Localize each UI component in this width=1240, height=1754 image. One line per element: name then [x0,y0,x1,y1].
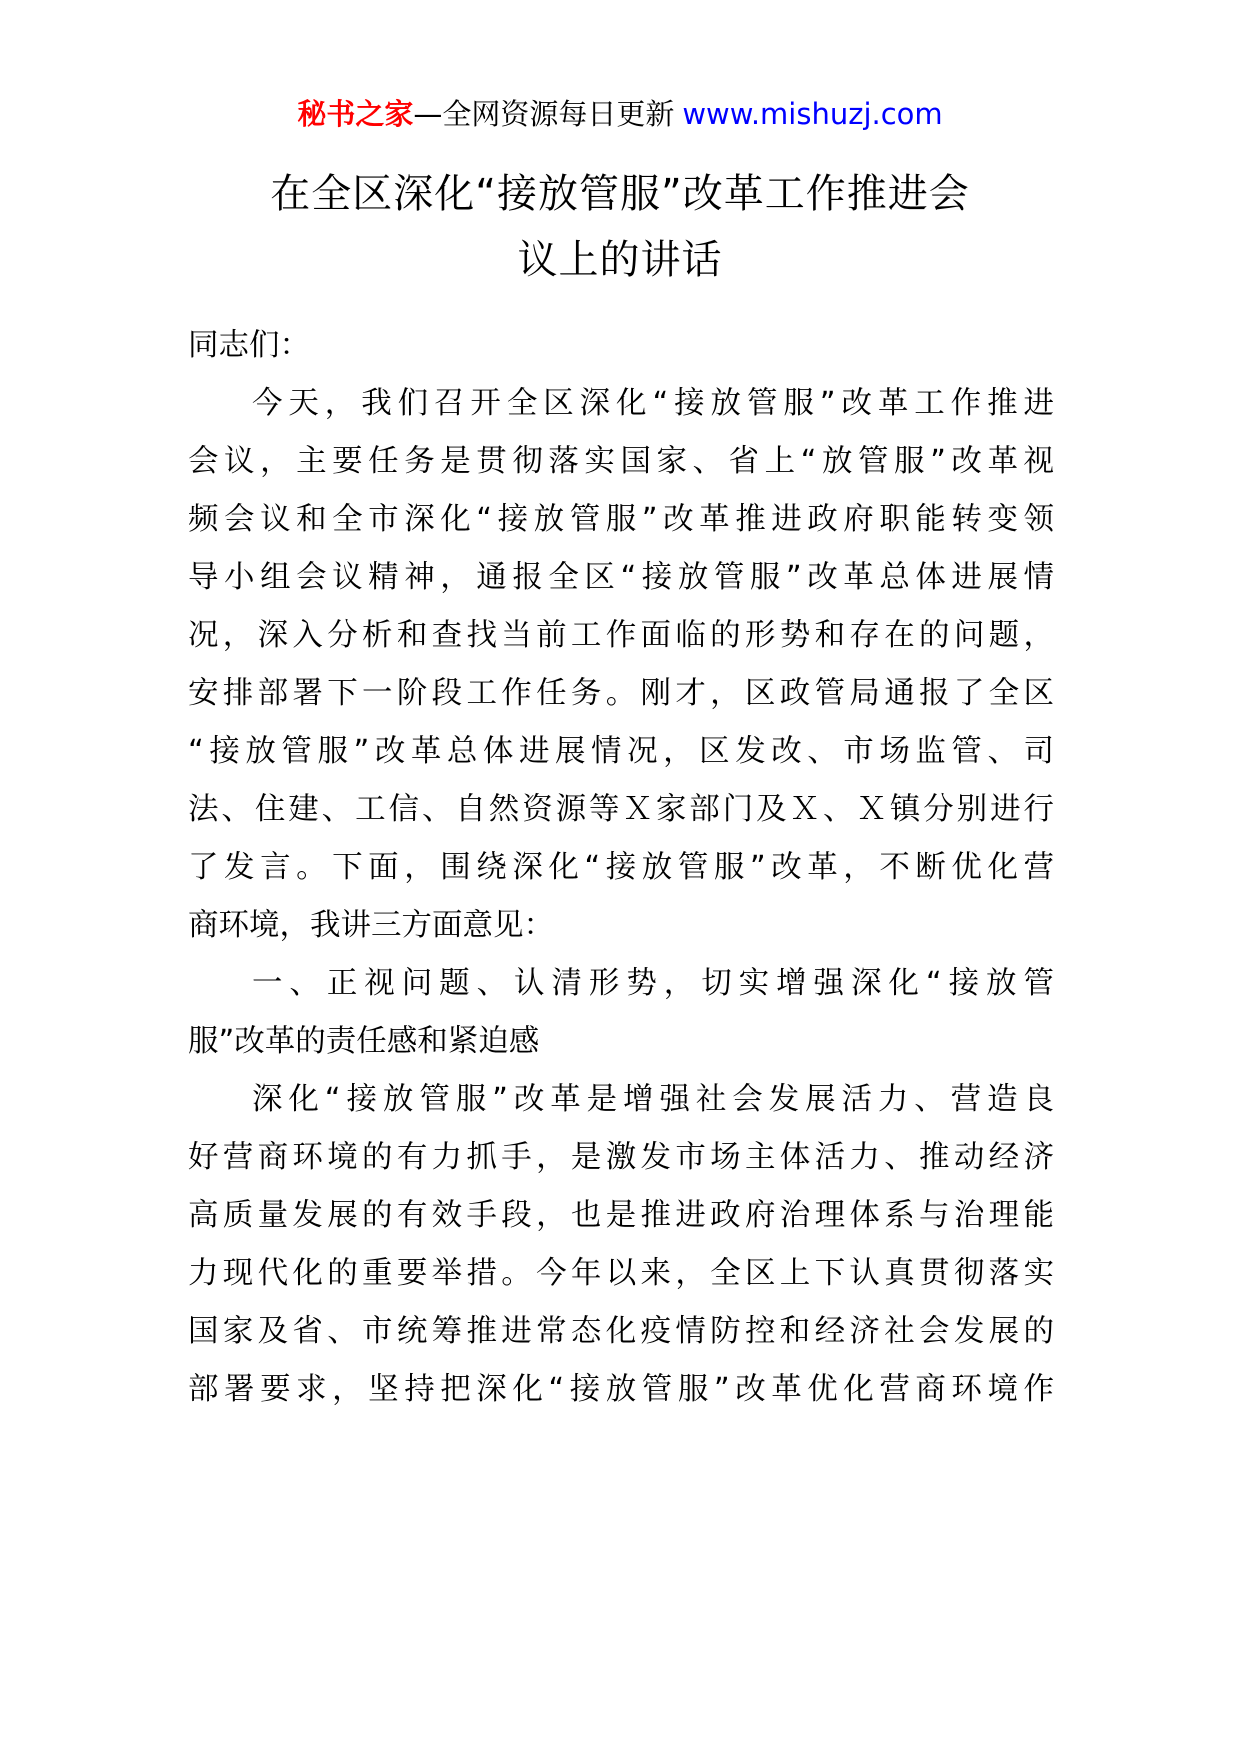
body-line: 导小组会议精神，通报全区“接放管服”改革总体进展情 [188,560,1054,595]
body-line: 频会议和全市深化“接放管服”改革推进政府职能转变领 [188,502,1054,537]
body-line: 国家及省、市统筹推进常态化疫情防控和经济社会发展的 [188,1314,1054,1349]
body-line: 高质量发展的有效手段，也是推进政府治理体系与治理能 [188,1198,1054,1233]
body-line: 部署要求，坚持把深化“接放管服”改革优化营商环境作 [188,1372,1054,1407]
body-line: 况，深入分析和查找当前工作面临的形势和存在的问题， [188,618,1054,653]
body-line: 今天，我们召开全区深化“接放管服”改革工作推进 [252,386,1054,421]
banner-tagline: —全网资源每日更新 [413,97,675,131]
salutation: 同志们： [188,328,310,363]
body-line: 了发言。下面，围绕深化“接放管服”改革，不断优化营 [188,850,1054,885]
section-heading-line: 服”改革的责任感和紧迫感 [188,1024,540,1059]
body-line: 深化“接放管服”改革是增强社会发展活力、营造良 [252,1082,1054,1117]
body-line: 好营商环境的有力抓手，是激发市场主体活力、推动经济 [188,1140,1054,1175]
banner-url-link[interactable]: www.mishuzj.com [682,97,943,131]
body-line: “接放管服”改革总体进展情况，区发改、市场监管、司 [188,734,1054,769]
body-line: 商环境，我讲三方面意见： [188,908,554,943]
section-heading-line: 一、正视问题、认清形势，切实增强深化“接放管 [252,966,1054,1001]
document-title-line-2: 议上的讲话 [517,237,723,283]
banner-brand: 秘书之家 [297,97,414,131]
document-title-line-1: 在全区深化“接放管服”改革工作推进会 [270,171,970,217]
watermark-banner [0,94,1240,134]
body-line: 力现代化的重要举措。今年以来，全区上下认真贯彻落实 [188,1256,1054,1291]
body-line: 会议，主要任务是贯彻落实国家、省上“放管服”改革视 [188,444,1054,479]
body-line: 法、住建、工信、自然资源等Ｘ家部门及Ｘ、Ｘ镇分别进行 [188,792,1054,827]
body-line: 安排部署下一阶段工作任务。刚才，区政管局通报了全区 [188,676,1054,711]
